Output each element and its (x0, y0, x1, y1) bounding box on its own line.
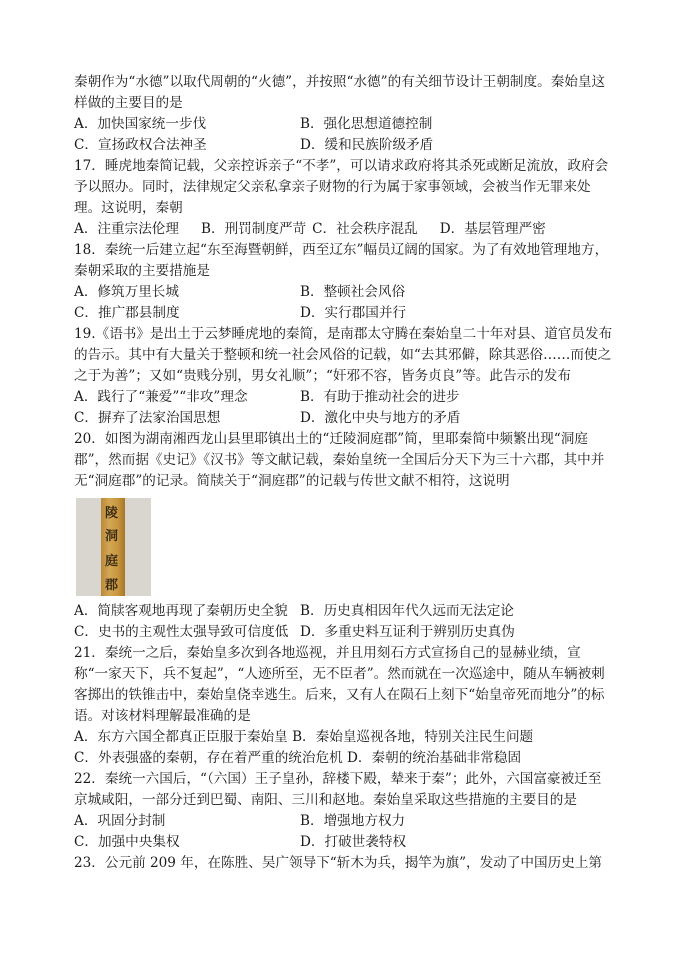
question-16-stem: 秦朝作为“水德”以取代周朝的“火德”，并按照“水德”的有关细节设计王朝制度。秦始皇这样做的主要目的是 (74, 74, 606, 111)
q19-option-b[interactable]: B．有助于推动社会的进步 (300, 389, 460, 405)
q21-option-a[interactable]: A．东方六国全都真正臣服于秦始皇 (74, 729, 288, 745)
exam-page (74, 72, 614, 874)
q21-option-d[interactable]: D．秦朝的统治基础非常稳固 (347, 750, 522, 766)
q18-option-c[interactable]: C．推广郡县制度 (74, 305, 180, 321)
slip-char-1: 陵 (105, 506, 119, 521)
question-16-options (74, 114, 614, 156)
slip-char-2: 洞 (105, 529, 119, 544)
q22-option-b[interactable]: B．增强地方权力 (300, 813, 406, 829)
question-20-stem: 20．如图为湖南湘西龙山县里耶镇出土的“迁陵洞庭郡”简，里耶秦简中频繁出现“洞庭郡”，然而据《史记》《汉书》等文献记载，秦始皇统一全国后分天下为三十六郡，其中并无“洞庭郡”的记录。简牍关于“洞庭郡”的记载与传世文献不相符，这说明 (74, 431, 605, 489)
question-18-options (74, 282, 614, 324)
slip-char-3: 庭 (105, 554, 119, 569)
q21-option-c[interactable]: C．外表强盛的秦朝，存在着严重的统治危机 (74, 750, 343, 766)
q22-option-c[interactable]: C．加强中央集权 (74, 834, 180, 850)
q19-option-a[interactable]: A．践行了“兼爱”“非攻”理念 (74, 389, 248, 405)
question-19-stem: 19.《语书》是出土于云梦睡虎地的秦简，是南郡太守腾在秦始皇二十年对县、道官员发布的告示。其中有大量关于整顿和统一社会风俗的记载，如“去其邪僻，除其恶俗……而使之之于为善”；又如“贵贱分别，男女礼顺”；“奸邪不容，皆务贞良”等。此告示的发布 (74, 326, 613, 384)
q19-option-d[interactable]: D．激化中央与地方的矛盾 (300, 410, 461, 426)
q16-option-d[interactable]: D．缓和民族阶级矛盾 (300, 137, 434, 153)
q17-option-b[interactable]: B．刑罚制度严苛 (200, 221, 307, 237)
question-21-stem: 21．秦统一之后，秦始皇多次到各地巡视，并且用刻石方式宣扬自己的显赫业绩，宣称“一家天下，兵不复起”，“人迹所至，无不臣者”。然而就在一次巡途中，随从车辆被刺客掷出的铁锥击中，秦始皇侥幸逃生。后来，又有人在陨石上刻下“始皇帝死而地分”的标语。对该材料理解最准确的是 (74, 645, 605, 724)
q20-option-c[interactable]: C．史书的主观性太强导致可信度低 (74, 624, 289, 640)
question-22-options (74, 811, 614, 853)
question-17-options (74, 219, 614, 240)
q22-option-a[interactable]: A．巩固分封制 (74, 813, 166, 829)
q17-option-a[interactable]: A．注重宗法伦理 (74, 221, 179, 237)
slip-char-4: 郡 (105, 578, 119, 593)
question-21-options-row2 (74, 748, 614, 769)
question-17-stem: 17．睡虎地秦简记载，父亲控诉亲子“不孝”，可以请求政府将其杀死或断足流放，政府会予以照办。同时，法律规定父亲私拿亲子财物的行为属于家事领域，会被当作无罪来处理。这说明，秦朝 (74, 158, 609, 216)
q18-option-a[interactable]: A．修筑万里长城 (74, 284, 179, 300)
question-20-options (74, 601, 614, 643)
q22-option-d[interactable]: D．打破世袭特权 (300, 834, 407, 850)
q20-option-a[interactable]: A．简牍客观地再现了秦朝历史全貌 (74, 603, 288, 619)
q16-option-a[interactable]: A．加快国家统一步伐 (74, 116, 207, 132)
q18-option-d[interactable]: D．实行郡国并行 (300, 305, 407, 321)
q19-option-c[interactable]: C．摒弃了法家治国思想 (74, 410, 221, 426)
question-22-stem: 22．秦统一六国后，“（六国）王子皇孙，辞楼下殿，辇来于秦”；此外，六国富豪被迁至京城咸阳，一部分迁到巴蜀、南阳、三川和赵地。秦始皇采取这些措施的主要目的是 (74, 771, 602, 808)
question-19-options (74, 387, 614, 429)
q21-option-b[interactable]: B．秦始皇巡视各地，特别关注民生问题 (292, 729, 534, 745)
question-23-stem: 23．公元前 209 年，在陈胜、吴广领导下“斩木为兵，揭竿为旗”，发动了中国历史上第 (74, 855, 602, 871)
q16-option-c[interactable]: C．宣扬政权合法神圣 (74, 137, 207, 153)
bamboo-slip-photo (76, 498, 151, 596)
bamboo-slip (101, 498, 125, 596)
question-18-stem: 18．秦统一后建立起“东至海暨朝鲜，西至辽东”幅员辽阔的国家。为了有效地管理地方，秦朝采取的主要措施是 (74, 242, 609, 279)
question-21-options-row1 (74, 727, 614, 748)
q20-option-b[interactable]: B．历史真相因年代久远而无法定论 (300, 603, 514, 619)
q16-option-b[interactable]: B．强化思想道德控制 (300, 116, 433, 132)
q17-option-c[interactable]: C．社会秩序混乱 (312, 221, 418, 237)
q18-option-b[interactable]: B．整顿社会风俗 (300, 284, 406, 300)
q17-option-d[interactable]: D．基层管理严密 (439, 221, 546, 237)
q20-option-d[interactable]: D．多重史料互证利于辨别历史真伪 (300, 624, 515, 640)
